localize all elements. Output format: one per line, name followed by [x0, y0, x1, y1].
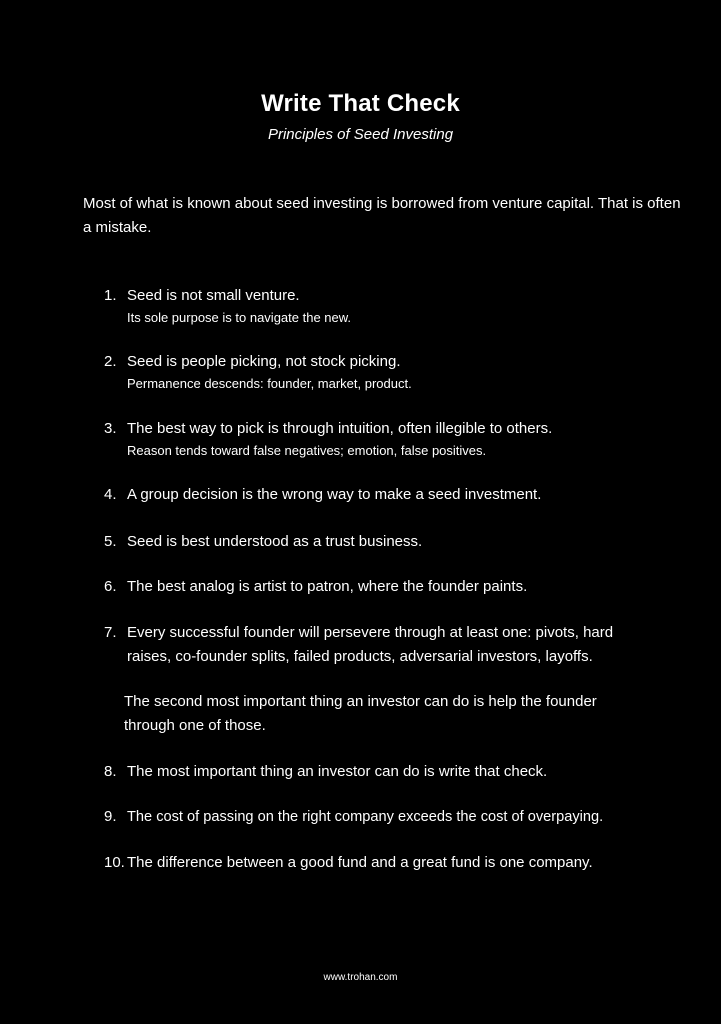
- principle-text: The best analog is artist to patron, where the founder paints.: [127, 578, 528, 595]
- principle-6: [104, 575, 684, 599]
- principle-2: [104, 350, 684, 394]
- principle-number: 7.: [104, 624, 117, 641]
- principles-list: [104, 284, 684, 875]
- footer-website: www.trohan.com: [323, 972, 398, 983]
- principle-8: [104, 760, 684, 784]
- principle-number: 1.: [104, 287, 117, 304]
- principle-number: 2.: [104, 353, 117, 370]
- principle-number: 9.: [104, 808, 117, 825]
- principle-text: Every successful founder will persevere through at least one: pivots, hard raises, co-founder splits, failed products, adversarial investors, layoffs.: [127, 624, 614, 665]
- principle-number: 5.: [104, 533, 117, 550]
- principle-text: Seed is people picking, not stock picking.: [127, 353, 401, 370]
- principle-subtext: Permanence descends: founder, market, product.: [127, 376, 412, 391]
- principle-4: [104, 483, 684, 507]
- principle-number: 3.: [104, 420, 117, 437]
- principle-note: The second most important thing an investor can do is help the founder through one of those.: [124, 693, 597, 734]
- principle-9: [104, 805, 684, 829]
- principle-7: [104, 621, 684, 738]
- principle-text: The best way to pick is through intuition, often illegible to others.: [127, 420, 553, 437]
- principle-10: [104, 851, 684, 875]
- principle-text: Seed is best understood as a trust business.: [127, 533, 423, 550]
- principle-number: 8.: [104, 763, 117, 780]
- principle-text: The most important thing an investor can do is write that check.: [127, 763, 548, 780]
- principle-text: The cost of passing on the right company exceeds the cost of overpaying.: [127, 809, 604, 825]
- principle-subtext: Its sole purpose is to navigate the new.: [127, 310, 352, 325]
- principle-1: [104, 284, 684, 328]
- principle-text: A group decision is the wrong way to make a seed investment.: [127, 486, 542, 503]
- principle-text: The difference between a good fund and a great fund is one company.: [127, 854, 593, 871]
- page-title: Write That Check: [261, 90, 460, 117]
- principle-subtext: Reason tends toward false negatives; emotion, false positives.: [127, 443, 487, 458]
- principle-number: 4.: [104, 486, 117, 503]
- principle-number: 10.: [104, 854, 125, 871]
- principle-text: Seed is not small venture.: [127, 287, 300, 304]
- principle-number: 6.: [104, 578, 117, 595]
- principle-5: [104, 530, 684, 554]
- intro-paragraph: Most of what is known about seed investing is borrowed from venture capital. That is often a mistake.: [83, 195, 681, 236]
- page-subtitle: Principles of Seed Investing: [267, 126, 454, 143]
- principle-3: [104, 417, 684, 461]
